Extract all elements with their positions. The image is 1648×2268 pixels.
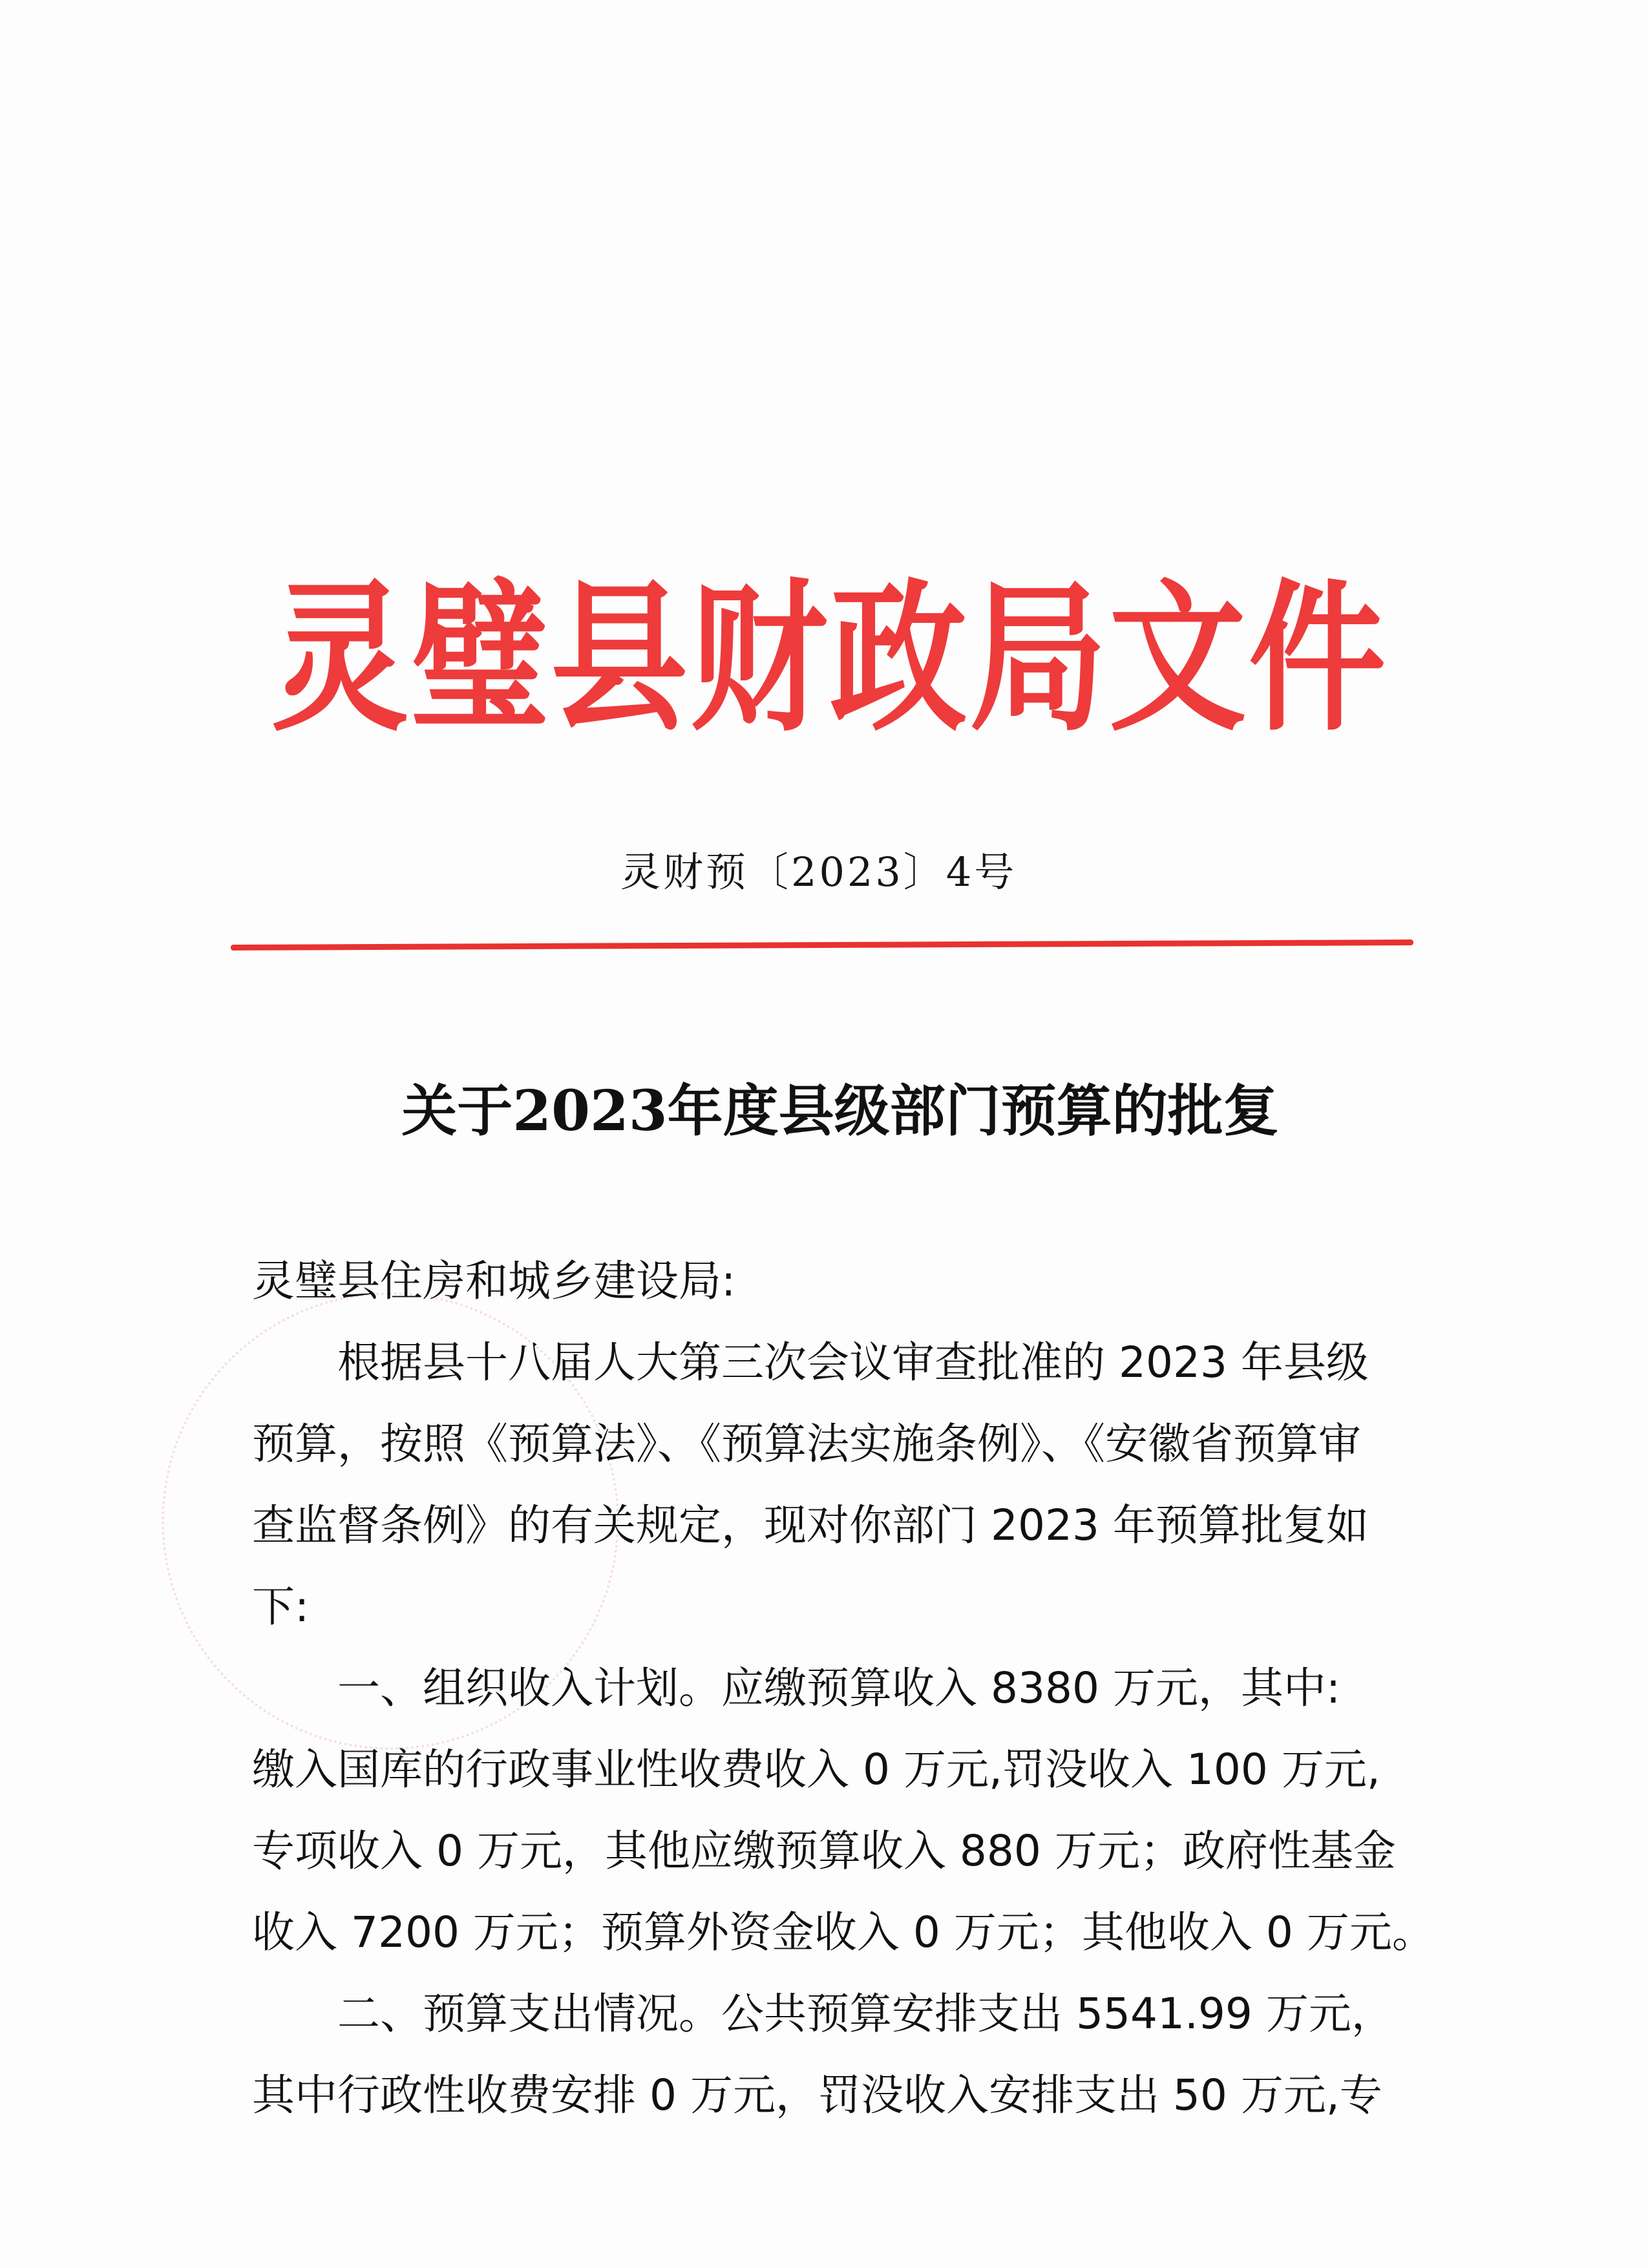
paragraph-income-plan <box>252 1648 1435 1973</box>
body-line: 收入 7200 万元；预算外资金收入 0 万元；其他收入 0 万元。 <box>252 1907 1435 1957</box>
addressee-line: 灵璧县住房和城乡建设局: <box>252 1256 736 1306</box>
addressee <box>252 1241 1409 1322</box>
document-body <box>252 1241 1435 2136</box>
body-line: 查监督条例》的有关规定，现对你部门 2023 年预算批复如 <box>252 1500 1369 1550</box>
body-line: 预算，按照《预算法》、《预算法实施条例》、《安徽省预算审 <box>252 1419 1361 1469</box>
body-line: 二、预算支出情况。公共预算安排支出 5541.99 万元， <box>337 1989 1394 2039</box>
body-line: 根据县十八届人大第三次会议审查批准的 2023 年县级 <box>337 1338 1369 1387</box>
document-number: 灵财预〔2023〕4号 <box>620 848 1017 896</box>
body-line: 其中行政性收费安排 0 万元，罚没收入安排支出 50 万元,专 <box>252 2070 1382 2120</box>
body-line: 缴入国库的行政事业性收费收入 0 万元,罚没收入 100 万元, <box>252 1745 1380 1794</box>
body-line: 下: <box>252 1582 310 1632</box>
issuer-masthead: 灵璧县财政局文件 <box>271 563 1388 753</box>
red-divider-rule <box>231 940 1413 950</box>
body-line: 一、组织收入计划。应缴预算收入 8380 万元，其中: <box>337 1663 1341 1713</box>
paragraph-basis <box>252 1322 1409 1648</box>
paragraph-expenditure <box>252 1973 1409 2136</box>
document-title: 关于2023年度县级部门预算的批复 <box>401 1078 1279 1144</box>
body-line: 专项收入 0 万元，其他应缴预算收入 880 万元；政府性基金 <box>252 1826 1396 1876</box>
